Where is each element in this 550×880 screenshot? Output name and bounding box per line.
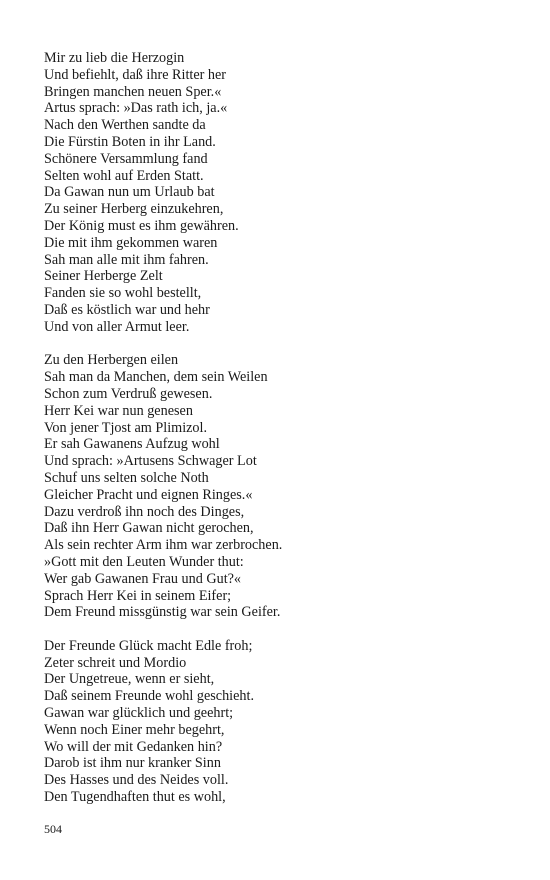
verse-line: Sah man da Manchen, dem sein Weilen (44, 369, 268, 386)
verse-line: Selten wohl auf Erden Statt. (44, 167, 204, 184)
verse-line: Wenn noch Einer mehr begehrt, (44, 721, 225, 738)
verse-line: Darob ist ihm nur kranker Sinn (44, 755, 221, 772)
verse-line: Sah man alle mit ihm fahren. (44, 251, 209, 268)
poem-text (44, 50, 524, 823)
stanza-3 (44, 638, 524, 806)
verse-line: Er sah Gawanens Aufzug wohl (44, 436, 220, 453)
verse-line: Nach den Werthen sandte da (44, 117, 206, 134)
page-number: 504 (44, 822, 62, 836)
verse-line: Fanden sie so wohl bestellt, (44, 285, 202, 302)
verse-line: Schuf uns selten solche Noth (44, 469, 209, 486)
verse-line: Daß ihn Herr Gawan nicht gerochen, (44, 520, 254, 537)
verse-line: Der Ungetreue, wenn er sieht, (44, 671, 215, 688)
verse-line: Und befiehlt, daß ihre Ritter her (44, 66, 227, 83)
verse-line: Artus sprach: »Das rath ich, ja.« (44, 100, 228, 117)
stanza-1 (44, 50, 524, 336)
verse-line: Gawan war glücklich und geehrt; (44, 705, 234, 722)
verse-line: Wer gab Gawanen Frau und Gut?« (44, 570, 242, 587)
verse-line: Zu seiner Herberg einzukehren, (44, 201, 224, 218)
verse-line: Herr Kei war nun genesen (44, 402, 193, 419)
verse-line: Von jener Tjost am Plimizol. (44, 419, 208, 436)
verse-line: Mir zu lieb die Herzogin (44, 50, 185, 66)
verse-line: Bringen manchen neuen Sper.« (44, 83, 222, 100)
verse-line: Der Freunde Glück macht Edle froh; (44, 637, 253, 654)
verse-line: Zeter schreit und Mordio (44, 654, 187, 671)
verse-line: Den Tugendhaften thut es wohl, (44, 789, 226, 806)
verse-line: Seiner Herberge Zelt (44, 268, 163, 285)
verse-line: Und von aller Armut leer. (44, 318, 190, 335)
verse-line: Und sprach: »Artusens Schwager Lot (44, 453, 257, 470)
verse-line: Der König must es ihm gewähren. (44, 217, 239, 234)
verse-line: Zu den Herbergen eilen (44, 352, 179, 369)
verse-line: Sprach Herr Kei in seinem Eifer; (44, 587, 232, 604)
verse-line: Die mit ihm gekommen waren (44, 234, 218, 251)
verse-line: Wo will der mit Gedanken hin? (44, 738, 223, 755)
verse-line: Schon zum Verdruß gewesen. (44, 385, 213, 402)
verse-line: Dazu verdroß ihn noch des Dinges, (44, 503, 245, 520)
verse-line: Die Fürstin Boten in ihr Land. (44, 133, 216, 150)
verse-line: Daß es köstlich war und hehr (44, 301, 210, 318)
verse-line: Schönere Versammlung fand (44, 150, 208, 167)
verse-line: Als sein rechter Arm ihm war zerbrochen. (44, 537, 283, 554)
verse-line: Daß seinem Freunde wohl geschieht. (44, 688, 254, 705)
verse-line: »Gott mit den Leuten Wunder thut: (44, 553, 244, 570)
verse-line: Des Hasses und des Neides voll. (44, 772, 229, 789)
verse-line: Gleicher Pracht und eignen Ringes.« (44, 486, 253, 503)
verse-line: Dem Freund missgünstig war sein Geifer. (44, 604, 281, 621)
stanza-2 (44, 352, 524, 621)
verse-line: Da Gawan nun um Urlaub bat (44, 184, 215, 201)
